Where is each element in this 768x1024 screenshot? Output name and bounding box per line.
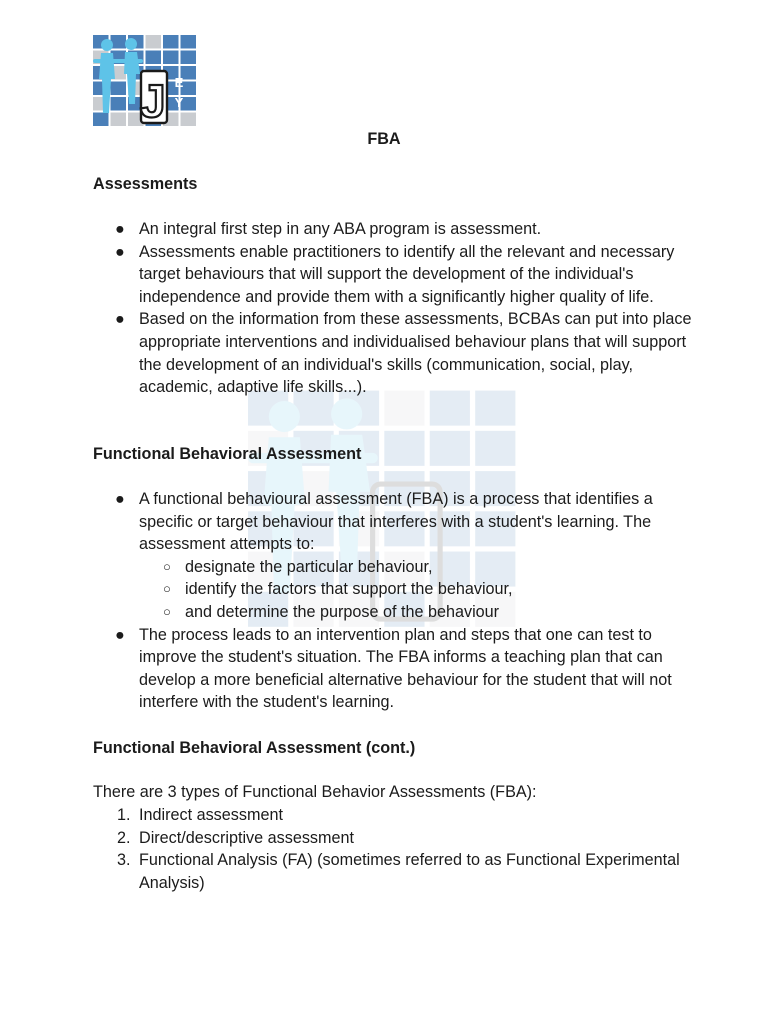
fba-bullet-list [93,488,693,714]
jey-logo [93,35,197,127]
document-title: FBA [367,130,401,148]
list-item: ● Based on the information from these assessments, BCBAs can put into place appropriate interventions and individualised behaviour plans that will support the development of an individual's skills (communication, social, play, academic, adaptive life skills...). [115,310,692,397]
numbered-item: 3. Functional Analysis (FA) (sometimes referred to as Functional Experimental Analysis) [117,851,680,892]
section-heading-fba-cont: Functional Behavioral Assessment (cont.) [93,739,416,757]
list-item: ● The process leads to an intervention plan and steps that one can test to improve the student's situation. The FBA informs a teaching plan that can develop a more beneficial alternative behaviour for the student that will not interfere with the student's learning. [115,625,672,712]
list-item: ● Assessments enable practitioners to identify all the relevant and necessary target behaviours that will support the development of the individual's independence and provide them with a significantly higher quality of life. [115,242,675,306]
list-item: ● An integral first step in any ABA program is assessment. [115,220,542,238]
fba-types-intro: There are 3 types of Functional Behavior Assessments (FBA): [93,783,537,801]
section-heading-fba: Functional Behavioral Assessment [93,445,362,463]
list-item: ● A functional behavioural assessment (FBA) is a process that identifies a specific or target behaviour that interferes with a student's learning. The assessment attempts to: ○ designate the particular behaviour, ○ identify the factors that support the behaviour, ○ and determine the purpose of the behaviour [93,488,693,624]
fba-sub-list [139,556,693,624]
sub-list-item: ○ designate the particular behaviour, [163,557,433,576]
numbered-item: 2. Direct/descriptive assessment [117,828,355,847]
assessments-bullet-list [93,218,693,399]
fba-types-list [93,804,693,894]
sub-list-item: ○ identify the factors that support the behaviour, [163,580,513,599]
logo-letter-y: Y [174,95,184,110]
section-heading-assessments: Assessments [93,175,198,193]
sub-list-item: ○ and determine the purpose of the behaviour [163,602,500,621]
logo-letter-j: J [140,75,166,127]
numbered-item: 1. Indirect assessment [117,806,283,824]
logo-letter-e: E [174,75,184,90]
